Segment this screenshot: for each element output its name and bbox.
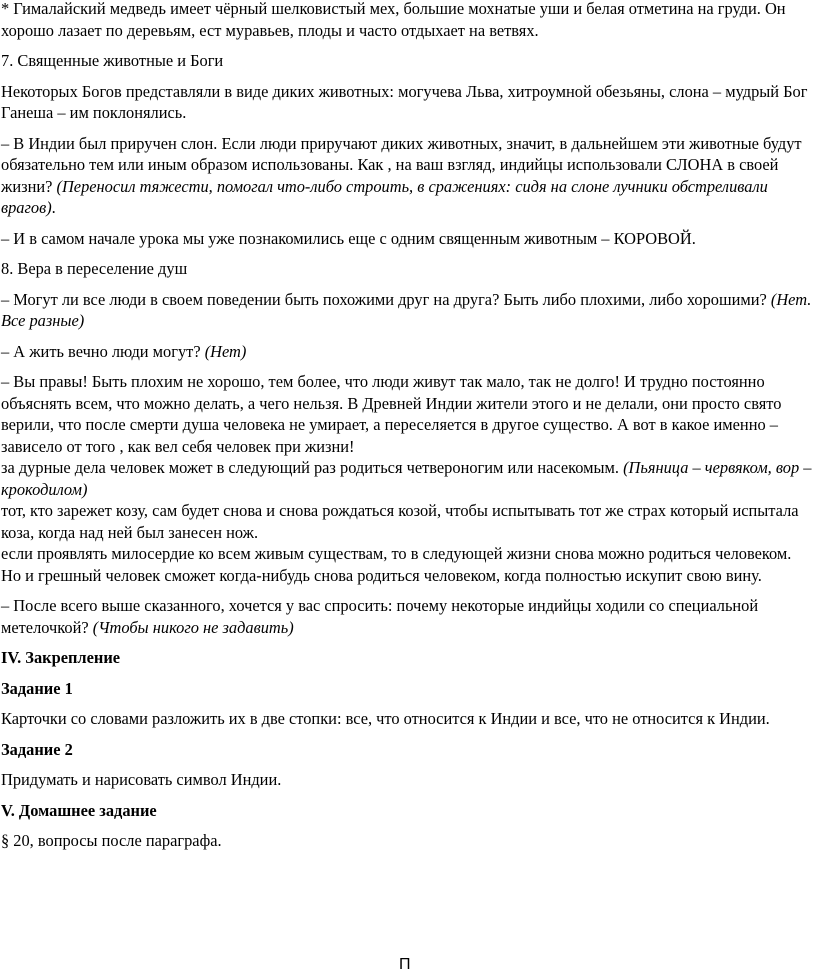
heading-text: 7. Священные животные и Боги — [1, 51, 224, 70]
paragraph-text: Но и грешный человек сможет когда-нибудь снова родиться человеком, когда полностью искупит свою вину. — [1, 565, 762, 585]
paragraph-behaviour-question — [1, 289, 816, 332]
paragraph-task-1 — [1, 708, 816, 730]
paragraph-text: – А жить вечно люди могут? — [1, 341, 205, 361]
paragraph-text: – И в самом начале урока мы уже познакомились еще с одним священным животным – КОРОВОЙ. — [1, 228, 696, 248]
paragraph-text: – Могут ли все люди в своем поведении быть похожими друг на друга? Быть либо плохими, либо хорошими? — [1, 289, 771, 309]
paragraph-text: если проявлять милосердие ко всем живым существам, то в следующей жизни снова можно родиться человеком. — [1, 544, 792, 563]
paragraph-broom-question — [1, 595, 816, 638]
paragraph-tail: . — [51, 198, 56, 217]
paragraph-task-2 — [1, 769, 816, 791]
heading-text: V. Домашнее задание — [1, 800, 157, 820]
page-footer-mark: П — [399, 956, 411, 973]
paragraph-text: – После всего выше сказанного, хочется у вас спросить: почему некоторые индийцы ходили со специальной метелочкой? — [1, 596, 759, 637]
paragraph-text: * Гималайский медведь имеет чёрный шелковистый мех, большие мохнатые уши и белая отметина на груди. Он хорошо лазает по деревьям, ест муравьев, плоды и часто отдыхает на ветвях. — [1, 0, 786, 40]
paragraph-himalayan-bear — [1, 0, 816, 41]
list-line-goat — [1, 500, 816, 543]
answer-italic: (Переносил тяжести, помогал что-либо строить, в сражениях: сидя на слоне лучники обстреливали врагов) — [1, 176, 768, 217]
paragraph-text: Придумать и нарисовать символ Индии. — [1, 770, 282, 789]
answer-italic: (Нет) — [204, 341, 247, 361]
paragraph-text: § 20, вопросы после параграфа. — [1, 831, 222, 850]
paragraph-gods-as-animals — [1, 81, 816, 124]
section-heading-sacred-animals — [1, 50, 816, 72]
list-line-sinner — [1, 565, 816, 587]
paragraph-homework — [1, 830, 816, 852]
heading-text: Задание 2 — [1, 739, 73, 759]
paragraph-text: – В Индии был приручен слон. Если люди приручают диких животных, значит, в дальнейшем эти животные будут обязательно тем или иным образом использованы. Как , на ваш взгляд, индийцы использовали СЛОНА в своей жизни? — [1, 133, 802, 196]
paragraph-text: Некоторых Богов представляли в виде диких животных: могучева Льва, хитроумной обезьяны, слона – мудрый Бог Ганеша – им поклонялись. — [1, 81, 808, 122]
section-heading-reincarnation — [1, 258, 816, 280]
answer-italic: (Пьяница – червяком, вор – крокодилом) — [1, 458, 812, 499]
paragraph-text: тот, кто зарежет козу, сам будет снова и снова рождаться козой, чтобы испытывать тот же страх который испытала коза, когда над ней был занесен нож. — [1, 501, 799, 542]
paragraph-live-forever-question — [1, 341, 816, 363]
paragraph-text: за дурные дела человек может в следующий раз родиться четвероногим или насекомым. — [1, 458, 624, 477]
list-line-bad-deeds — [1, 457, 816, 500]
task-heading-2 — [1, 739, 816, 761]
task-heading-1 — [1, 678, 816, 700]
document-body — [1, 0, 816, 861]
heading-text: 8. Вера в переселение душ — [1, 259, 188, 278]
paragraph-you-are-right — [1, 371, 816, 457]
paragraph-elephant-question — [1, 133, 816, 219]
section-heading-consolidation — [1, 647, 816, 669]
heading-text: IV. Закрепление — [1, 648, 121, 667]
list-line-mercy — [1, 543, 816, 565]
answer-italic: (Нет. Все разные) — [1, 289, 812, 330]
paragraph-text: – Вы правы! Быть плохим не хорошо, тем более, что люди живут так мало, так не долго! И трудно постоянно объяснять всем, что можно делать, а чего нельзя. В Древней Индии жители этого и не делали, они просто свято верили, что после смерти душа человека не умирает, а переселяется в другое существо. А вот в какое именно – зависело от того , как вел себя человек при жизни! — [1, 372, 782, 456]
answer-italic: (Чтобы никого не задавить) — [92, 617, 294, 637]
heading-text: Задание 1 — [1, 678, 73, 698]
paragraph-cow — [1, 228, 816, 250]
paragraph-text: Карточки со словами разложить их в две стопки: все, что относится к Индии и все, что не относится к Индии. — [1, 709, 770, 728]
section-heading-homework — [1, 800, 816, 822]
